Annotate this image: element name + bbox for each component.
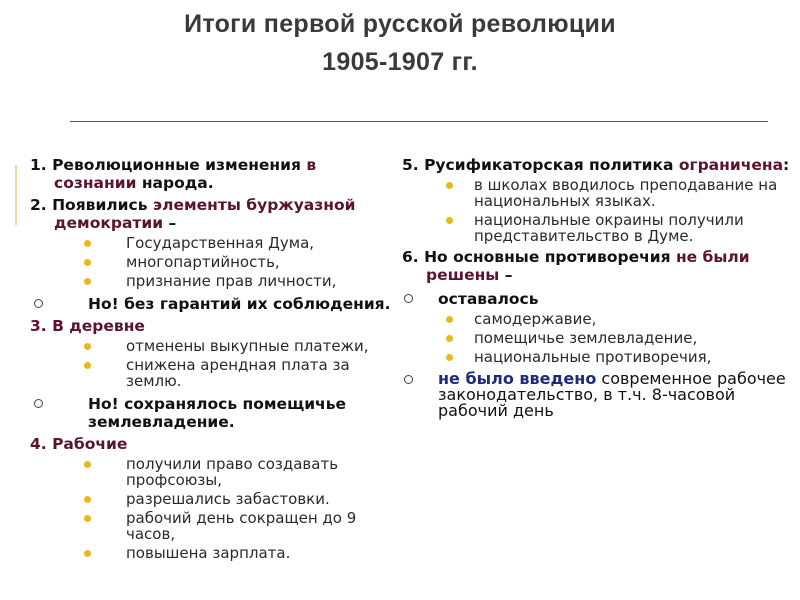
item-2-point-1: Государственная Дума, [126,234,315,252]
item-6-point-1: самодержавие, [474,310,597,328]
title-line-1: Итоги первой русской революции [184,10,616,38]
item-4-point-4: повышена зарплата. [126,544,291,562]
bullet-dot-icon [446,316,453,323]
list-item [30,545,398,561]
item-2-point-2: многопартийность, [126,253,280,271]
bullet-dot-icon [84,240,91,247]
item-3-heading [30,317,398,335]
item-5-text-b: : [783,156,790,174]
circle-bullet-icon [404,294,413,303]
item-4-point-2: разрешались забастовки. [126,490,330,508]
list-item [30,338,398,354]
item-2-note [30,295,398,313]
item-2-point-3: признание прав личности, [126,272,337,290]
list-item [30,254,398,270]
accent-bar [15,165,17,225]
bullet-dot-icon [446,354,453,361]
circle-bullet-icon [404,375,413,384]
list-item [402,349,792,365]
item-4-text: 4. Рабочие [30,435,128,453]
list-item [30,510,398,542]
item-4-point-3: рабочий день сокращен до 9 часов, [126,509,357,543]
left-column [30,152,398,561]
item-6-heading [402,248,792,284]
bullet-dot-icon [84,362,91,369]
item-4-point-1: получили право создавать профсоюзы, [126,455,339,489]
item-3-text: 3. В деревне [30,317,145,335]
item-5-point-1: в школах вводилось преподавание на национальных языках. [474,176,778,210]
item-2-text-a: 2. Появились [30,196,153,214]
item-6-note [402,290,792,308]
list-item [402,212,792,244]
right-column [402,152,792,419]
item-6-text-a: 6. Но основные противоречия [402,248,676,266]
item-6-highlight: не были решены [426,248,750,284]
bullet-dot-icon [84,461,91,468]
item-5-heading [402,156,792,174]
item-5-highlight: ограничена [678,156,784,174]
item-1-heading [30,156,398,192]
item-6-last-note [402,371,792,419]
item-5-text-a: 5. Русификаторская политика [402,156,679,174]
item-4-heading [30,435,398,453]
item-6-text-b: – [499,266,513,284]
circle-bullet-icon [34,399,43,408]
item-5-point-2: национальные окраины получили представительство в Думе. [474,211,744,245]
item-6-point-3: национальные противоречия, [474,348,712,366]
list-item [30,273,398,289]
item-6-note-text: оставалось [438,290,539,308]
item-6-last-keyword: не было введено [438,369,597,388]
list-item [402,177,792,209]
list-item [30,235,398,251]
item-2-text-b: – [163,214,177,232]
bullet-dot-icon [84,259,91,266]
item-3-point-2: снижена арендная плата за землю. [126,356,350,390]
list-item [30,456,398,488]
bullet-dot-icon [84,550,91,557]
bullet-dot-icon [84,278,91,285]
title-divider [70,121,768,122]
item-3-note [30,395,398,431]
circle-bullet-icon [34,299,43,308]
list-item [30,357,398,389]
item-3-note-text: Но! сохранялось помещичье землевладение. [88,395,347,431]
bullet-dot-icon [446,217,453,224]
bullet-dot-icon [446,182,453,189]
item-1-text-b: народа. [136,174,214,192]
item-2-highlight: элементы буржуазной демократии [54,196,356,232]
bullet-dot-icon [84,343,91,350]
bullet-dot-icon [446,335,453,342]
item-6-last-text: современное рабочее законодательство, в т.ч. 8-часовой рабочий день [438,369,786,420]
bullet-dot-icon [84,496,91,503]
item-1-text-a: 1. Революционные изменения [30,156,307,174]
item-3-point-1: отменены выкупные платежи, [126,337,369,355]
list-item [30,491,398,507]
list-item [402,311,792,327]
bullet-dot-icon [84,515,91,522]
item-2-note-text: Но! без гарантий их соблюдения. [88,295,391,313]
item-1-highlight: в сознании [54,156,317,192]
title-line-2: 1905-1907 гг. [322,48,478,76]
item-2-heading [30,196,398,232]
item-6-point-2: помещичье землевладение, [474,329,698,347]
list-item [402,330,792,346]
